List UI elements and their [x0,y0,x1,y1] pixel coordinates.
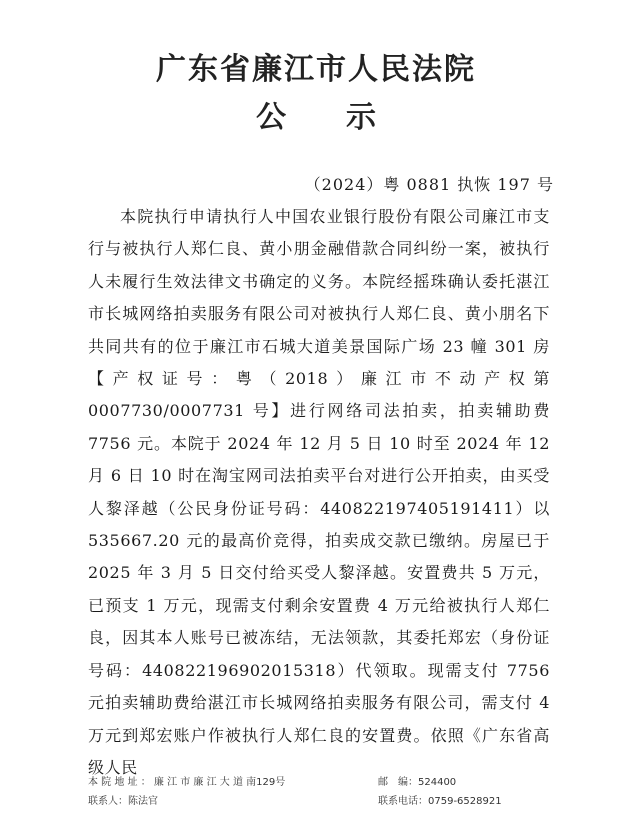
doc-type-heading: 公示 [256,100,436,135]
court-name-heading: 广东省廉江市人民法院 [156,52,476,87]
contact-phone: 联系电话：0759-6528921 [378,796,502,807]
case-number: （2024）粤 0881 执恢 197 号 [304,175,554,194]
postcode: 邮 编：524400 [378,777,457,788]
page-footer [88,773,558,811]
body-paragraph: 本院执行申请执行人中国农业银行股份有限公司廉江市支行与被执行人郑仁良、黄小朋金融借款合同纠纷一案，被执行人未履行生效法律文书确定的义务。本院经摇珠确认委托湛江市长城网络拍卖服务有限公司对被执行人郑仁良、黄小朋名下共同共有的位于廉江市石城大道美景国际广场 23 幢 301 房【产权证号：粤（2018）廉江市不动产权第 0007730/0007731 号】进行网络司法拍卖，拍卖辅助费 7756 元。本院于 2024 年 12 月 5 日 10 时至 2024 年 12 月 6 日 10 时在淘宝网司法拍卖平台对进行公开拍卖，由买受人黎泽越（公民身份证号码：440822197405191411）以 535667.20 元的最高价竞得，拍卖成交款已缴纳。房屋已于 2025 年 3 月 5 日交付给买受人黎泽越。安置费共 5 万元，已预支 1 万元，现需支付剩余安置费 4 万元给被执行人郑仁良，因其本人账号已被冻结，无法领款，其委托郑宏（身份证号码：440822196902015318）代领取。现需支付 7756 元拍卖辅助费给湛江市长城网络拍卖服务有限公司，需支付 4 万元到郑宏账户作被执行人郑仁良的安置费。依照《广东省高级人民 [88,207,550,777]
court-address: 本 院 地 址 ： 廉 江 市 廉 江 大 道 南129号 [88,777,286,788]
contact-person: 联系人：陈法官 [88,796,158,807]
notice-body [88,201,550,784]
